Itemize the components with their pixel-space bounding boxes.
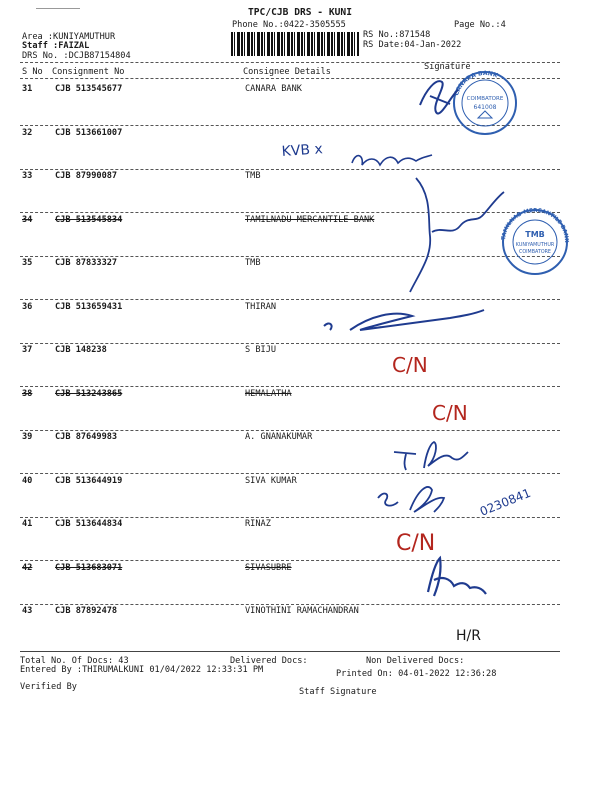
row-consignee-name: TMB [245, 258, 261, 268]
row-consignment-number: CJB 513545834 [55, 214, 123, 225]
bank-stamp-2 [501, 208, 569, 274]
staff-label: Staff :FAIZAL [22, 41, 90, 51]
area-label: Area :KUNIYAMUTHUR [22, 32, 116, 42]
row-serial-number: 31 [22, 84, 33, 94]
row-serial-number: 37 [22, 345, 33, 355]
drs-number: DRS No. :DCJB87154804 [22, 51, 131, 61]
stamp2-logo: TMB [525, 230, 545, 239]
col-consignee: Consignee Details [243, 67, 331, 77]
row-consignment-number: CJB 148238 [55, 345, 107, 355]
row-consignment-number: CJB 513659431 [55, 301, 123, 312]
row-consignment-number: CJB 87990087 [55, 171, 118, 181]
signature-32 [352, 155, 432, 165]
col-consignment: Consignment No [52, 67, 125, 77]
row-consignment-number: CJB 513644834 [55, 519, 123, 529]
row-consignment-number: CJB 513683071 [55, 562, 123, 573]
row-consignment-number: CJB 513243865 [55, 388, 123, 399]
signature-36 [324, 310, 484, 330]
row-serial-number: 42 [22, 562, 33, 573]
entered-by: Entered By :THIRUMALKUNI 01/04/2022 12:33:31 PM [20, 665, 264, 675]
signature-42 [428, 558, 486, 596]
row-consignee-name: HEMALATHA [245, 388, 292, 399]
row-consignment-number: CJB 87892478 [55, 606, 118, 616]
page-number: Page No.:4 [454, 20, 506, 30]
total-docs: Total No. Of Docs: 43 [20, 656, 129, 666]
handwritten-hr: H/R [456, 628, 481, 644]
row-consignment-number: CJB 87833327 [55, 258, 118, 268]
stamp2-branch: KUNIYAMUTHUR [515, 243, 555, 248]
phone-number: Phone No.:0422-3505555 [232, 20, 346, 30]
row-serial-number: 38 [22, 388, 33, 399]
row-consignment-number: CJB 513644919 [55, 475, 123, 486]
row-serial-number: 36 [22, 301, 33, 312]
col-signature: Signature [424, 62, 471, 72]
row-consignee-name: CANARA BANK [245, 84, 302, 94]
verified-by: Verified By [20, 682, 77, 692]
row-consignee-name: SIVASUBRE [245, 562, 292, 573]
signature-31 [420, 81, 458, 113]
handwritten-cn-41: C/N [396, 531, 436, 556]
handwritten-cn-38: C/N [432, 401, 468, 425]
rs-date: RS Date:04-Jan-2022 [363, 40, 462, 50]
non-delivered-docs: Non Delivered Docs: [366, 656, 465, 666]
row-consignment-number: CJB 87649983 [55, 432, 118, 442]
row-consignment-number: CJB 513661007 [55, 127, 123, 138]
row-consignee-name: A. GNANAKUMAR [245, 432, 313, 442]
row-consignee-name: VINOTHINI RAMACHANDRAN [245, 606, 359, 616]
stamp2-city: COIMBATORE [519, 250, 551, 255]
row-consignee-name: TMB [245, 171, 261, 181]
row-consignee-name: TAMILNADU MERCANTILE BANK [245, 214, 375, 225]
handwritten-kvb: KVB x [281, 141, 324, 160]
report-title: TPC/CJB DRS - KUNI [248, 7, 352, 18]
row-consignee-name: SIVA KUMAR [245, 475, 297, 486]
row-consignee-name: RINAZ [245, 519, 271, 529]
delivered-docs: Delivered Docs: [230, 656, 308, 666]
staff-signature-label: Staff Signature [299, 687, 377, 697]
stamp1-arc-text: CANARA BANK [453, 69, 499, 97]
signature-33-35 [410, 178, 504, 292]
row-serial-number: 35 [22, 258, 33, 268]
row-serial-number: 32 [22, 127, 33, 138]
signature-40 [378, 487, 444, 512]
row-serial-number: 40 [22, 475, 33, 486]
signature-39 [394, 442, 468, 470]
col-s-no: S No [22, 67, 43, 77]
stamp1-city: COIMBATORE [466, 96, 504, 102]
stamp1-pin: 641008 [473, 104, 497, 111]
row-consignment-number: CJB 513545677 [55, 84, 123, 94]
row-serial-number: 39 [22, 432, 33, 442]
row-consignee-name: S BIJU [245, 345, 277, 355]
bank-stamp-1 [453, 70, 516, 134]
row-serial-number: 43 [22, 606, 33, 616]
handwritten-number-40: 0230841 [477, 485, 533, 519]
printed-on: Printed On: 04-01-2022 12:36:28 [336, 669, 497, 679]
row-serial-number: 33 [22, 171, 33, 181]
handwritten-cn-37: C/N [392, 353, 428, 377]
row-serial-number: 41 [22, 519, 33, 529]
stamp2-arc-text: TAMILNAD MERCANTILE BANK [501, 207, 570, 243]
row-serial-number: 34 [22, 214, 33, 225]
row-consignee-name: THIRAN [245, 301, 277, 312]
rs-number: RS No.:871548 [363, 30, 431, 40]
